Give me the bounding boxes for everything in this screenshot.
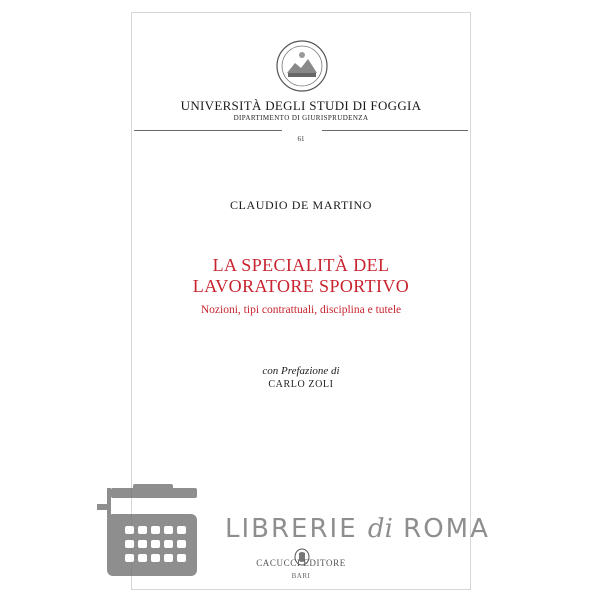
watermark-brand-text (225, 514, 490, 544)
watermark-brand-city: ROMA (403, 514, 490, 544)
typewriter-icon (97, 484, 207, 580)
divider-left (134, 130, 282, 131)
publisher-city: BARI (291, 572, 311, 580)
department-name: DIPARTIMENTO DI GIURISPRUDENZA (233, 114, 369, 122)
preface-author: CARLO ZOLI (268, 379, 334, 390)
preface-label: con Prefazione di (262, 365, 340, 377)
university-name: UNIVERSITÀ DEGLI STUDI DI FOGGIA (180, 98, 422, 113)
university-seal-icon (275, 39, 329, 93)
book-subtitle: Nozioni, tipi contrattuali, disciplina e tutele (200, 304, 402, 316)
watermark-brand-main: LIBRERIE (225, 514, 358, 544)
watermark-brand-di: di (367, 514, 393, 544)
publisher-name: CACUCCI EDITORE (256, 558, 346, 568)
divider-right (322, 130, 468, 131)
author-name: CLAUDIO DE MARTINO (229, 198, 373, 212)
book-title-line-2: LAVORATORE SPORTIVO (192, 276, 410, 296)
book-title-line-1: LA SPECIALITÀ DEL (212, 255, 390, 275)
series-number: 61 (297, 135, 305, 143)
librerie-di-roma-watermark (97, 484, 497, 580)
